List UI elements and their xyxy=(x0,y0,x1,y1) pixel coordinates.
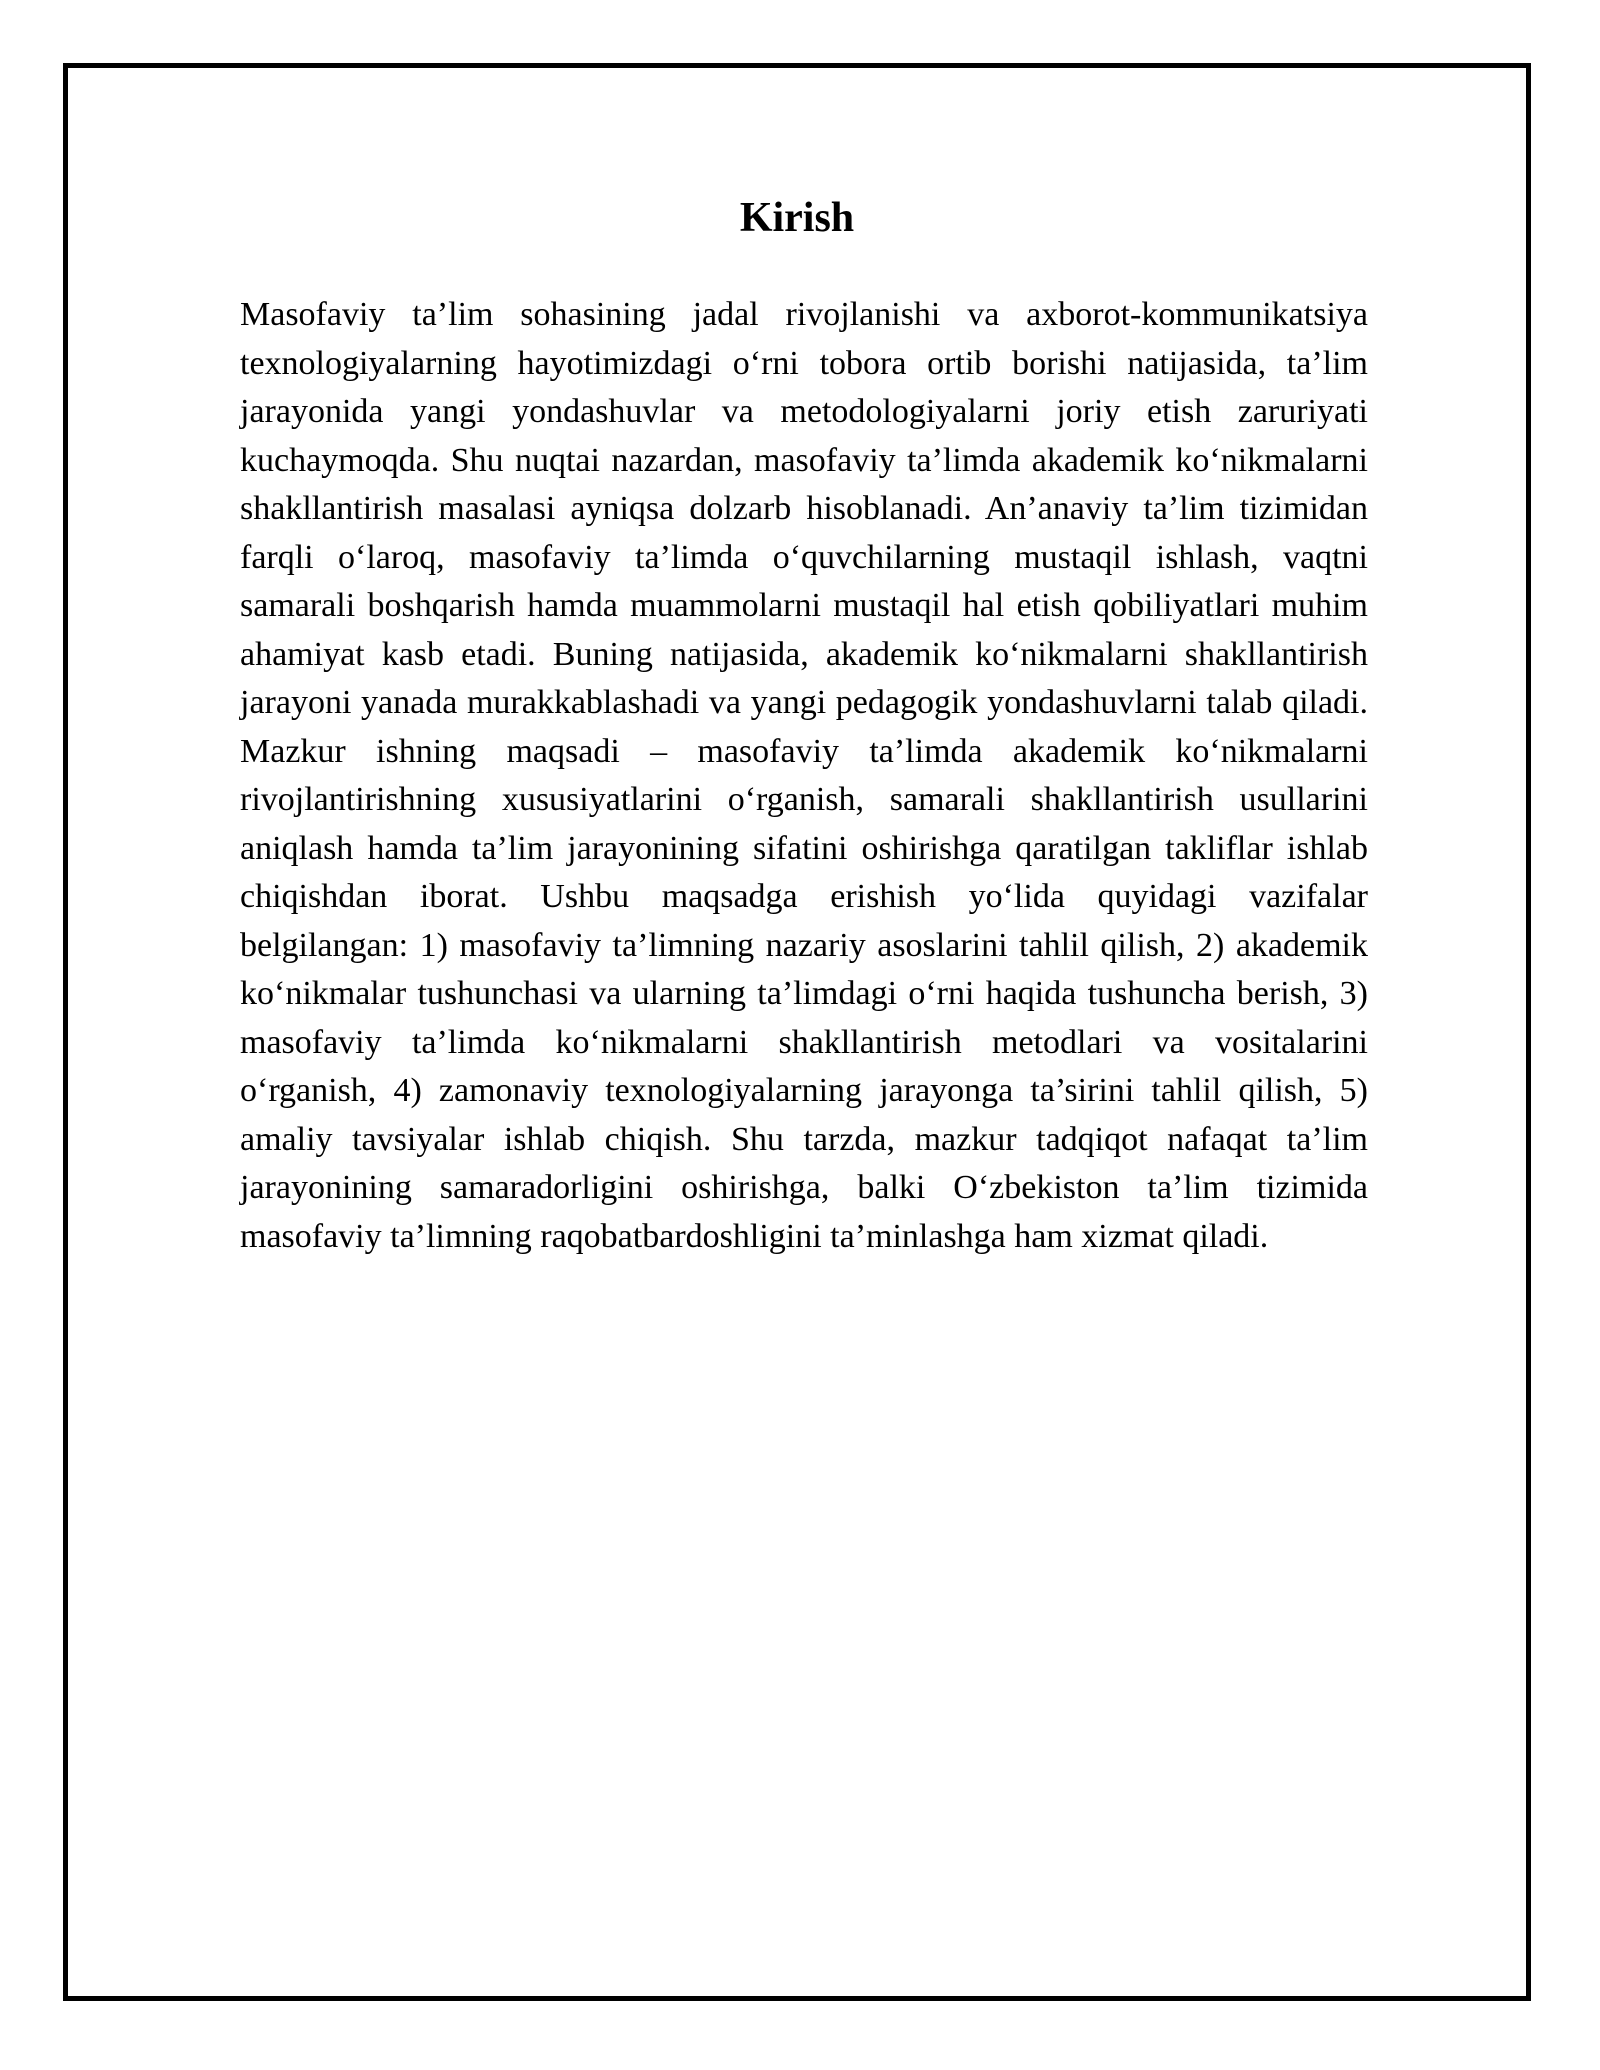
page-title: Kirish xyxy=(739,195,855,241)
page-border-frame xyxy=(63,63,1531,2001)
body-paragraph: Masofaviy ta’lim sohasining jadal rivojlanishi va axborot-kommunikatsiya texnologiyalarning hayotimizdagi o‘rni tobora ortib borishi natijasida, ta’lim jarayonida yangi yondashuvlar va metodologiyalarni joriy etish zaruriyati kuchaymoqda. Shu nuqtai nazardan, masofaviy ta’limda akademik ko‘nikmalarni shakllantirish masalasi ayniqsa dolzarb hisoblanadi. An’anaviy ta’lim tizimidan farqli o‘laroq, masofaviy ta’limda o‘quvchilarning mustaqil ishlash, vaqtni samarali boshqarish hamda muammolarni mustaqil hal etish qobiliyatlari muhim ahamiyat kasb etadi. Buning natijasida, akademik ko‘nikmalarni shakllantirish jarayoni yanada murakkablashadi va yangi pedagogik yondashuvlarni talab qiladi. Mazkur ishning maqsadi – masofaviy ta’limda akademik ko‘nikmalarni rivojlantirishning xususiyatlarini o‘rganish, samarali shakllantirish usullarini aniqlash hamda ta’lim jarayonining sifatini oshirishga qaratilgan takliflar ishlab chiqishdan iborat. Ushbu maqsadga erishish yo‘lida quyidagi vazifalar belgilangan: 1) masofaviy ta’limning nazariy asoslarini tahlil qilish, 2) akademik ko‘nikmalar tushunchasi va ularning ta’limdagi o‘rni haqida tushuncha berish, 3) masofaviy ta’limda ko‘nikmalarni shakllantirish metodlari va vositalarini o‘rganish, 4) zamonaviy texnologiyalarning jarayonga ta’sirini tahlil qilish, 5) amaliy tavsiyalar ishlab chiqish. Shu tarzda, mazkur tadqiqot nafaqat ta’lim jarayonining samaradorligini oshirishga, balki O‘zbekiston ta’lim tizimida masofaviy ta’limning raqobatbardoshligini ta’minlashga ham xizmat qiladi. xyxy=(240,296,1368,1255)
